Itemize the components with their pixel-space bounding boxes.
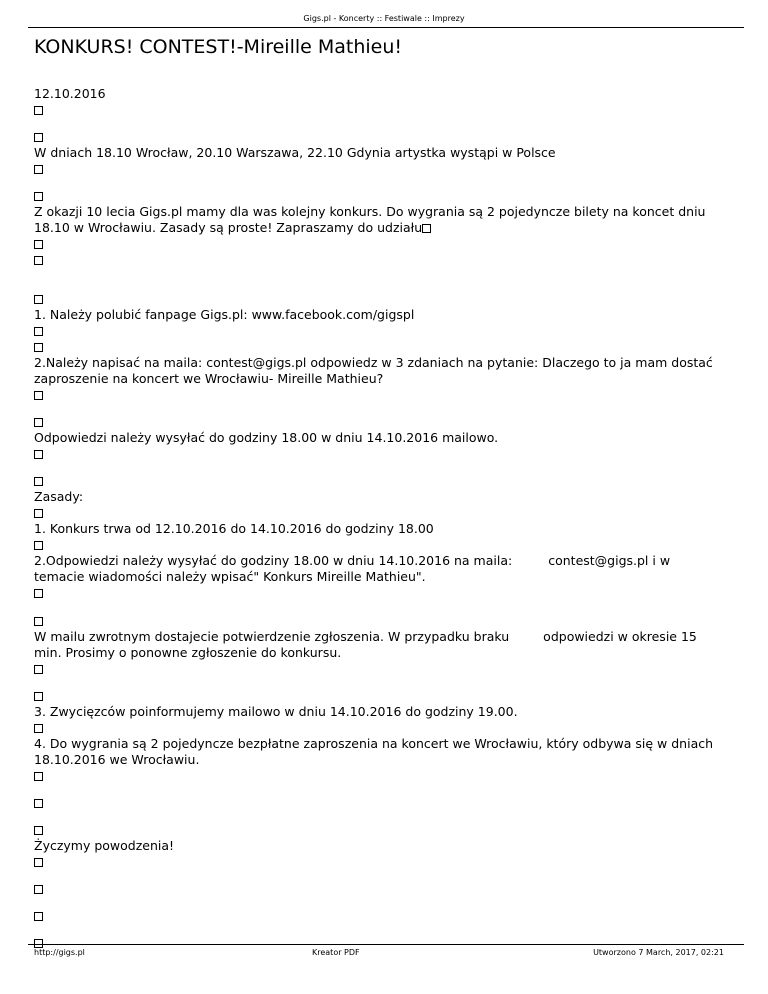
missing-glyph-icon (422, 224, 431, 233)
zasada-1: 1. Konkurs trwa od 12.10.2016 do 14.10.2016 do godziny 18.00 (34, 521, 434, 536)
missing-glyph-icon (34, 106, 43, 115)
zasady-heading: Zasady: (34, 489, 84, 504)
missing-glyph-icon (34, 327, 43, 336)
missing-glyph-icon (34, 665, 43, 674)
missing-glyph-icon (34, 589, 43, 598)
article-title: KONKURS! CONTEST!-Mireille Mathieu! (34, 36, 403, 58)
missing-glyph-icon (34, 240, 43, 249)
missing-glyph-icon (34, 885, 43, 894)
missing-glyph-icon (34, 858, 43, 867)
missing-glyph-icon (34, 724, 43, 733)
missing-glyph-icon (34, 617, 43, 626)
missing-glyph-icon (34, 192, 43, 201)
closing-line: Życzymy powodzenia! (34, 838, 175, 853)
footer-created: Utworzono 7 March, 2017, 02:21 (593, 948, 724, 957)
zasada-2-line2: temacie wiadomości należy wpisać" Konkurs Mireille Mathieu". (34, 569, 426, 584)
zasada-2-line1: 2.Odpowiedzi należy wysyłać do godziny 18.00 w dniu 14.10.2016 na maila: contest@gigs.pl i w (34, 553, 671, 568)
missing-glyph-icon (34, 133, 43, 142)
missing-glyph-icon (34, 295, 43, 304)
page-header: Gigs.pl - Koncerty :: Festiwale :: Imprezy (303, 14, 465, 23)
missing-glyph-icon (34, 826, 43, 835)
rule-2: 2.Należy napisać na maila: contest@gigs.pl odpowiedz w 3 zdaniach na pytanie: Dlaczego to ja mam dostać zaproszenie na koncert we Wrocławiu- Mireille Mathieu? (34, 355, 713, 386)
footer-generator: Kreator PDF (312, 948, 360, 957)
missing-glyph-icon (34, 343, 43, 352)
missing-glyph-icon (34, 418, 43, 427)
missing-glyph-icon (34, 165, 43, 174)
footer-url[interactable]: http://gigs.pl (34, 948, 85, 957)
zasada-4: 4. Do wygrania są 2 pojedyncze bezpłatne zaproszenia na koncert we Wrocławiu, który odbywa się w dniach 18.10.2016 we Wrocławiu. (34, 736, 714, 767)
confirm-line2: min. Prosimy o ponowne zgłoszenie do konkursu. (34, 645, 342, 660)
missing-glyph-icon (34, 450, 43, 459)
missing-glyph-icon (34, 912, 43, 921)
article-body (34, 86, 734, 951)
article-date: 12.10.2016 (34, 86, 106, 101)
footer-divider (28, 944, 744, 945)
header-divider (28, 27, 744, 28)
missing-glyph-icon (34, 477, 43, 486)
missing-glyph-icon (34, 256, 43, 265)
rule-1: 1. Należy polubić fanpage Gigs.pl: www.facebook.com/gigspl (34, 307, 415, 322)
paragraph-intro: Z okazji 10 lecia Gigs.pl mamy dla was kolejny konkurs. Do wygrania są 2 pojedyncze bilety na koncet dniu 18.10 w Wrocławiu. Zasady są proste! Zapraszamy do udziału (34, 204, 706, 235)
paragraph-deadline: Odpowiedzi należy wysyłać do godziny 18.00 w dniu 14.10.2016 mailowo. (34, 430, 499, 445)
confirm-line1: W mailu zwrotnym dostajecie potwierdzenie zgłoszenia. W przypadku braku odpowiedzi w okresie 15 (34, 629, 697, 644)
missing-glyph-icon (34, 799, 43, 808)
zasada-3: 3. Zwycięzców poinformujemy mailowo w dniu 14.10.2016 do godziny 19.00. (34, 704, 518, 719)
missing-glyph-icon (34, 541, 43, 550)
missing-glyph-icon (34, 692, 43, 701)
paragraph-cities: W dniach 18.10 Wrocław, 20.10 Warszawa, 22.10 Gdynia artystka wystąpi w Polsce (34, 145, 556, 160)
missing-glyph-icon (34, 509, 43, 518)
missing-glyph-icon (34, 772, 43, 781)
missing-glyph-icon (34, 391, 43, 400)
